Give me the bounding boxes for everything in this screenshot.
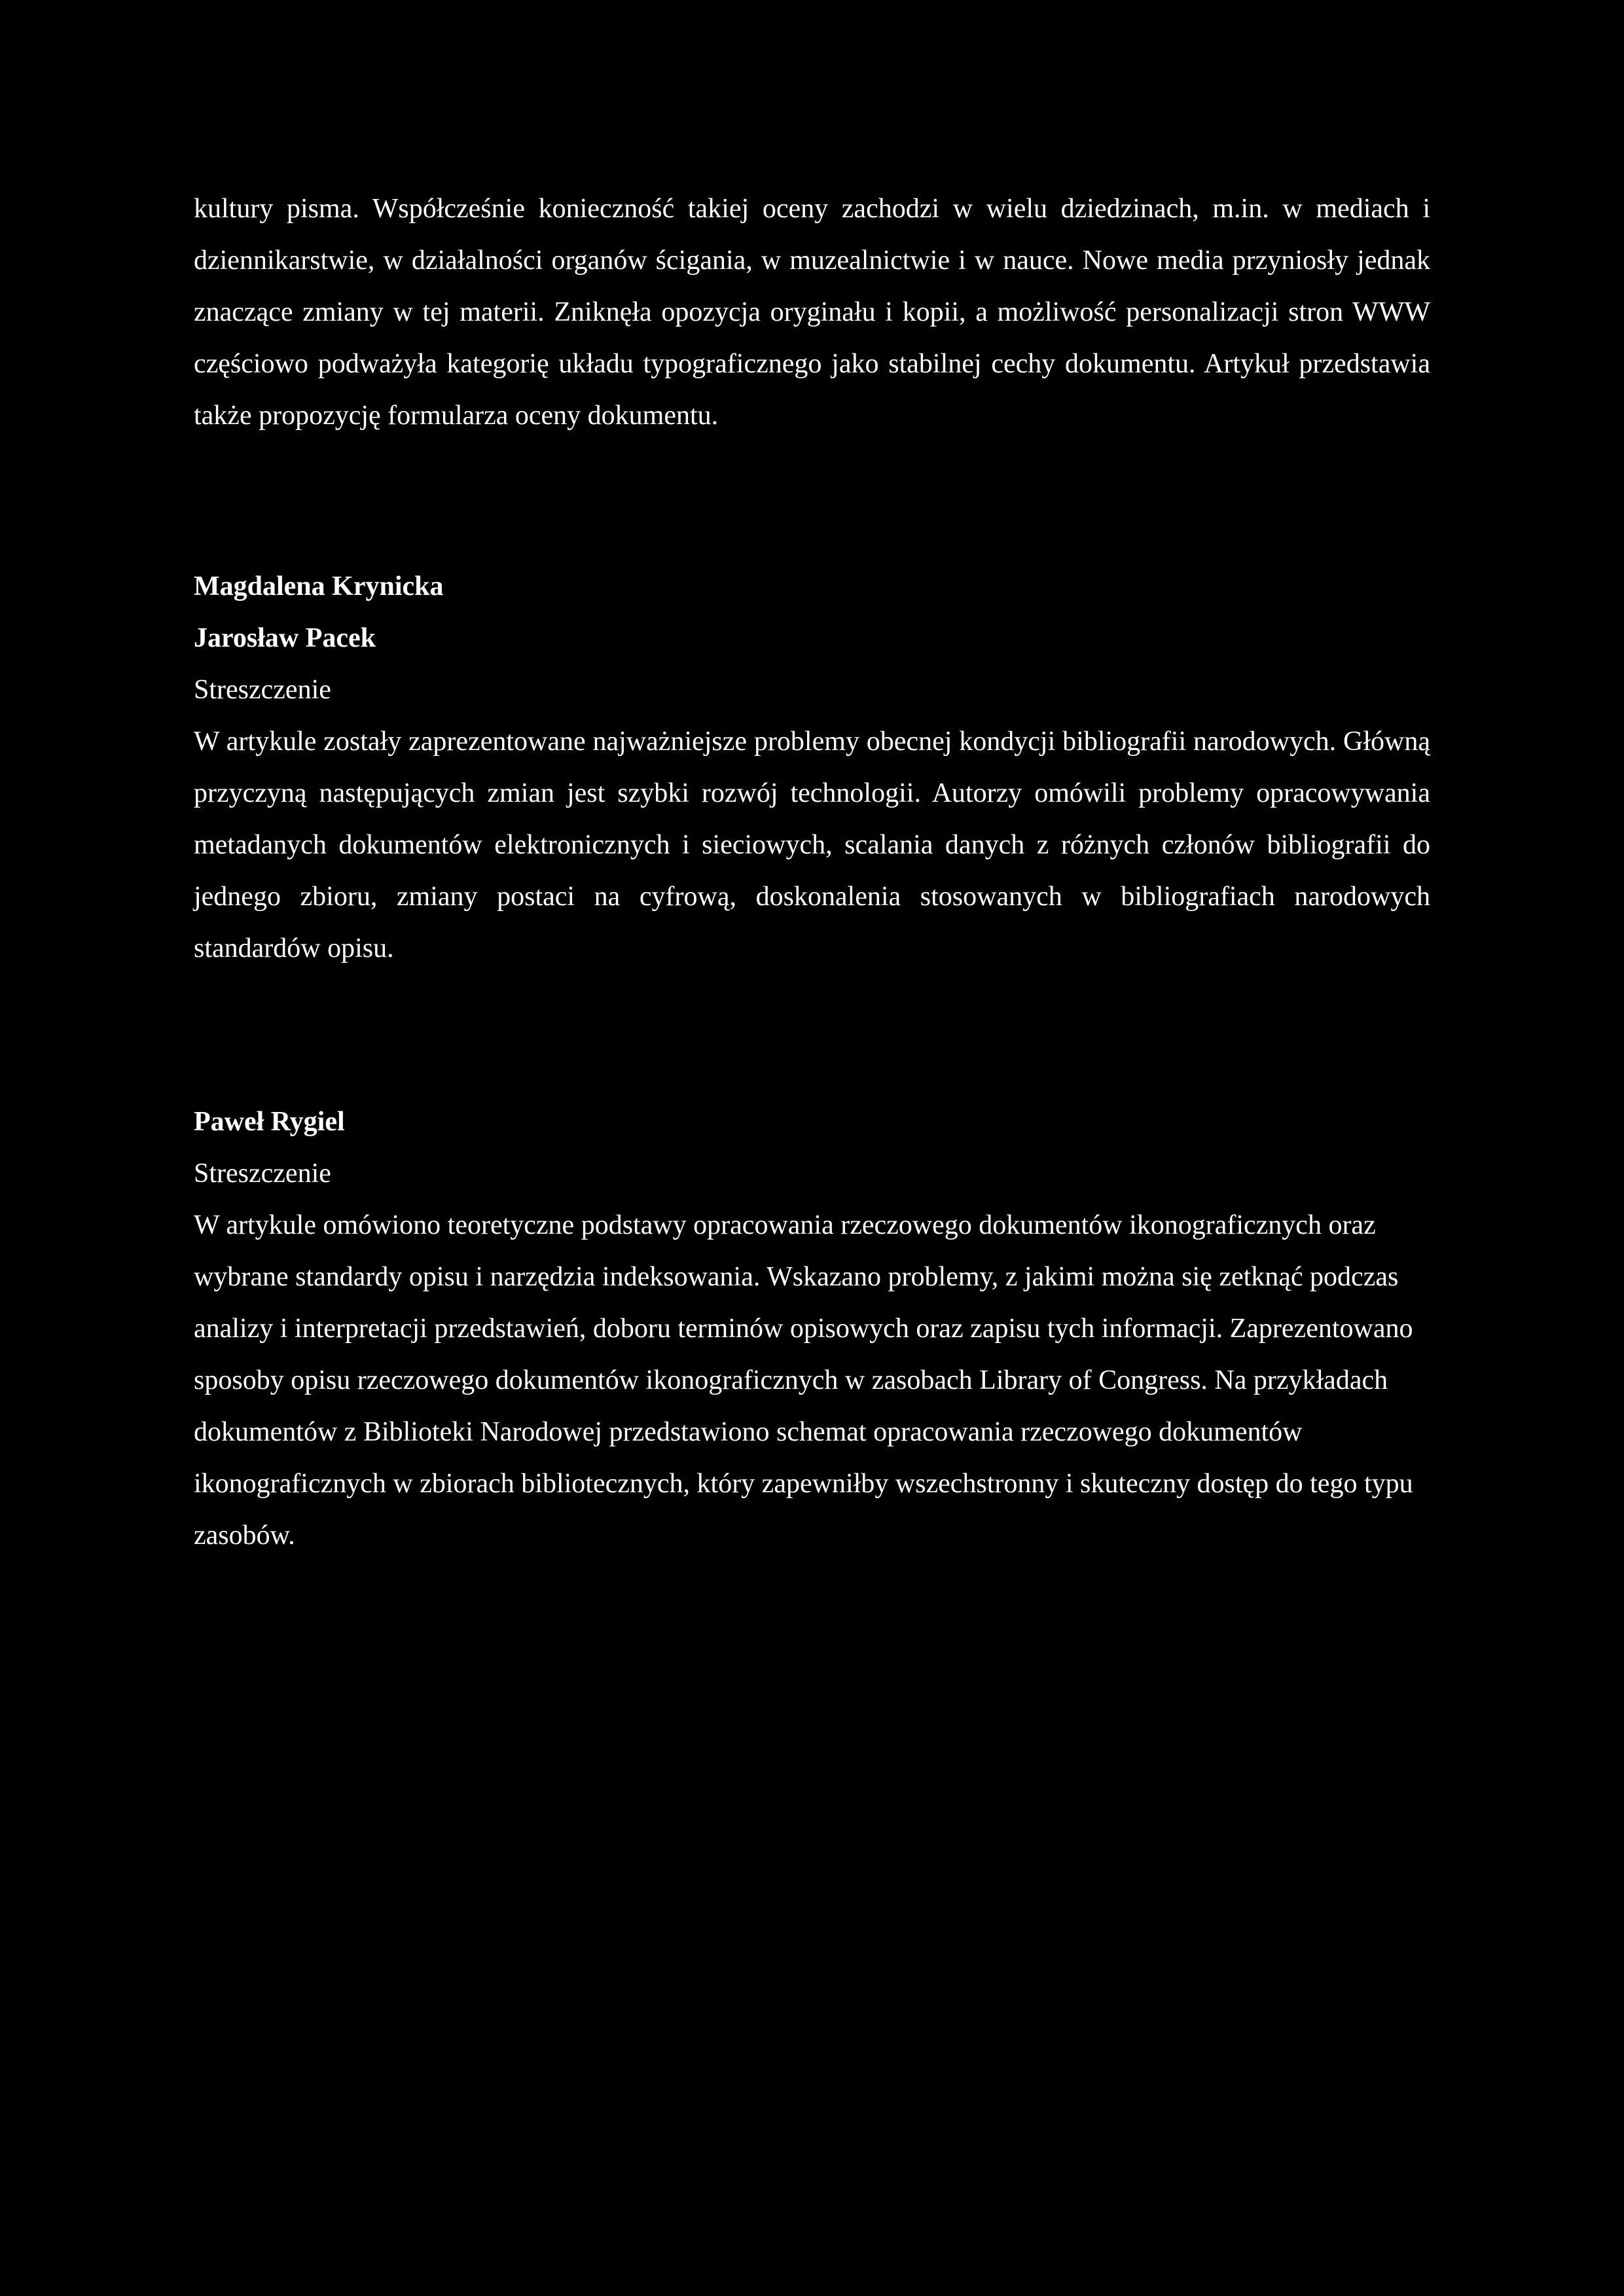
author-name: Magdalena Krynicka (194, 571, 444, 601)
intro-paragraph: kultury pisma. Współcześnie konieczność takiej oceny zachodzi w wielu dziedzinach, m.in. w mediach i dziennikarstwie, w działalności organów ścigania, w muzealnictwie i w nauce. Nowe media przyniosły jednak znaczące zmiany w tej materii. Zniknęła opozycja oryginału i kopii, a możliwość personalizacji stron WWW częściowo podważyła kategorię układu typograficznego jako stabilnej cechy dokumentu. Artykuł przedstawia także propozycję formularza oceny dokumentu. (194, 194, 1430, 431)
document-page (194, 183, 1430, 1562)
author-name: Paweł Rygiel (194, 1107, 345, 1137)
abstract-rygiel (194, 1096, 1430, 1562)
abstract-label: Streszczenie (194, 675, 331, 705)
abstract-text: W artykule omówiono teoretyczne podstawy opracowania rzeczowego dokumentów ikonograficznych oraz wybrane standardy opisu i narzędzia indeksowania. Wskazano problemy, z jakimi można się zetknąć podczas analizy i interpretacji przedstawień, doboru terminów opisowych oraz zapisu tych informacji. Zaprezentowano sposoby opisu rzeczowego dokumentów ikonograficznych w zasobach Library of Congress. Na przykładach dokumentów z Biblioteki Narodowej przedstawiono schemat opracowania rzeczowego dokumentów ikonograficznych w zbiorach bibliotecznych, który zapewniłby wszechstronny i skuteczny dostęp do tego typu zasobów. (194, 1210, 1413, 1551)
author-name: Jarosław Pacek (194, 623, 376, 653)
abstract-text: W artykule zostały zaprezentowane najważniejsze problemy obecnej kondycji bibliografii narodowych. Główną przyczyną następujących zmian jest szybki rozwój technologii. Autorzy omówili problemy opracowywania metadanych dokumentów elektronicznych i sieciowych, scalania danych z różnych członów bibliografii do jednego zbioru, zmiany postaci na cyfrową, doskonalenia stosowanych w bibliografiach narodowych standardów opisu. (194, 726, 1430, 963)
section-spacer (194, 975, 1430, 1096)
section-spacer (194, 442, 1430, 561)
abstract-label: Streszczenie (194, 1158, 331, 1189)
abstract-krynicka-pacek (194, 561, 1430, 975)
